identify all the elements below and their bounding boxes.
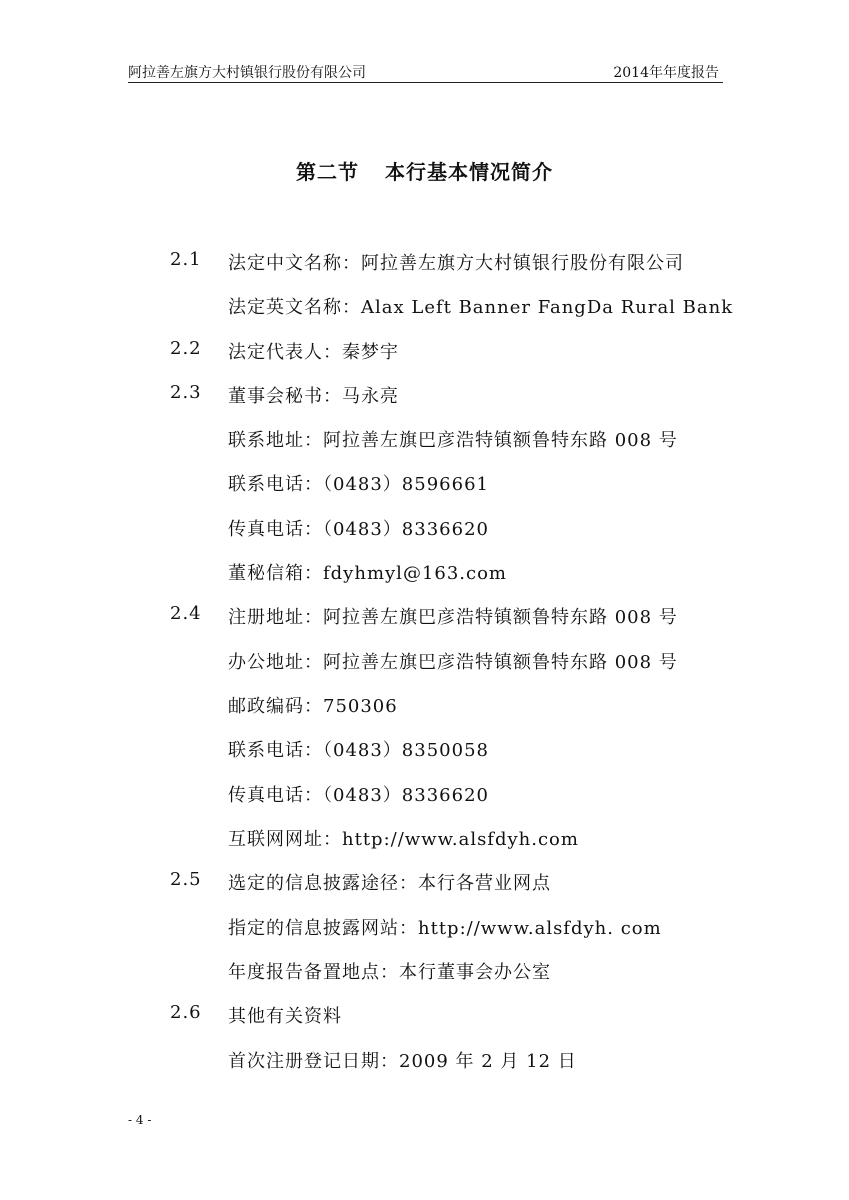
page-number: - 4 - (128, 1113, 152, 1127)
item-line: 联系地址：阿拉善左旗巴彦浩特镇额鲁特东路 008 号 (228, 430, 678, 451)
item-number: 2.5 (170, 869, 202, 890)
section-label: 第二节 (296, 160, 359, 184)
item-line: 首次注册登记日期：2009 年 2 月 12 日 (228, 1051, 577, 1072)
item-line: 办公地址：阿拉善左旗巴彦浩特镇额鲁特东路 008 号 (228, 652, 678, 673)
item-line: 董事会秘书：马永亮 (228, 386, 399, 407)
item-line: 联系电话：（0483）8596661 (228, 474, 489, 495)
header-report-title: 2014年年度报告 (613, 65, 719, 81)
header-company-name: 阿拉善左旗方大村镇银行股份有限公司 (128, 65, 366, 81)
item-line: 选定的信息披露途径：本行各营业网点 (228, 873, 551, 894)
item-line: 董秘信箱：fdyhmyl@163.com (228, 563, 508, 584)
item-number: 2.4 (170, 603, 202, 624)
item-number: 2.2 (170, 338, 202, 359)
item-line: 互联网网址：http://www.alsfdyh.com (228, 829, 579, 850)
item-line: 年度报告备置地点：本行董事会办公室 (228, 962, 551, 983)
item-line: 注册地址：阿拉善左旗巴彦浩特镇额鲁特东路 008 号 (228, 607, 678, 628)
item-line: 法定英文名称：Alax Left Banner FangDa Rural Bank (228, 297, 734, 318)
section-heading: 本行基本情况简介 (385, 160, 553, 184)
item-number: 2.3 (170, 382, 202, 403)
item-line: 联系电话：（0483）8350058 (228, 740, 489, 761)
item-number: 2.1 (170, 249, 202, 270)
item-number: 2.6 (170, 1002, 202, 1023)
item-line: 传真电话：（0483）8336620 (228, 785, 489, 806)
item-line: 法定代表人：秦梦宇 (228, 342, 399, 363)
item-line: 法定中文名称：阿拉善左旗方大村镇银行股份有限公司 (228, 253, 684, 274)
item-line: 邮政编码：750306 (228, 696, 398, 717)
item-line: 传真电话：（0483）8336620 (228, 519, 489, 540)
item-line: 其他有关资料 (228, 1006, 342, 1027)
page-header (128, 58, 723, 83)
section-title (0, 156, 849, 185)
item-line: 指定的信息披露网站：http://www.alsfdyh. com (228, 918, 662, 939)
